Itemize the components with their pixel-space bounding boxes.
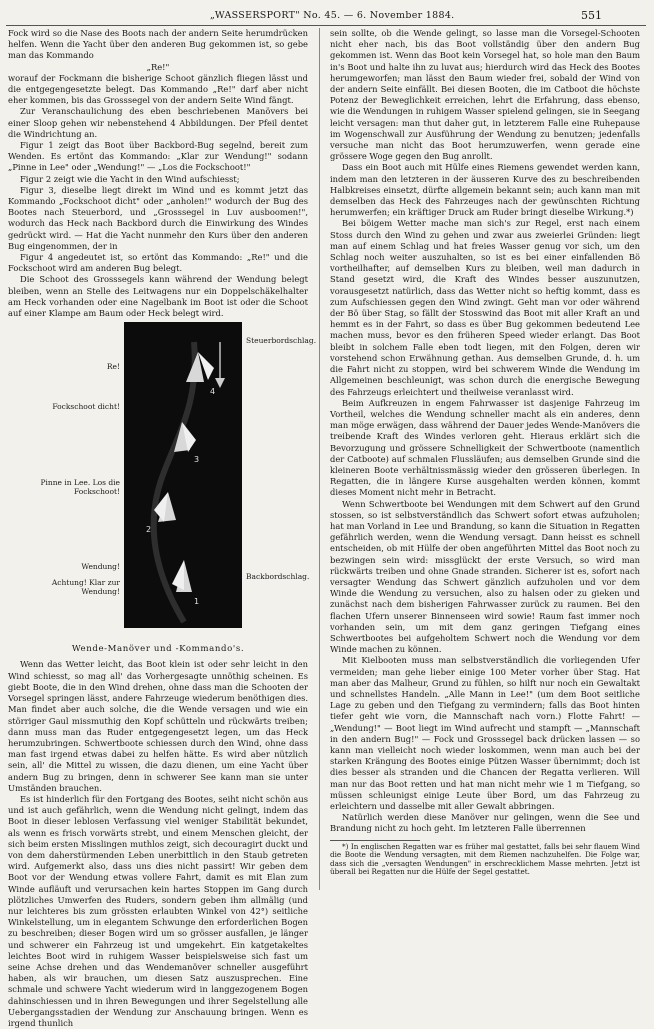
boat-number: 1 (194, 597, 200, 607)
tacking-figure (8, 322, 317, 642)
command-re: „Re!" (146, 61, 170, 72)
sailboat-diagram (124, 322, 242, 628)
boat-number: 4 (210, 387, 216, 397)
paragraph: Fock wird so die Nase des Boots nach der andern Seite herumdrücken helfen. Wenn die Yacht über den anderen Bug gekommen ist, so gebe man das Kommando (8, 28, 308, 61)
running-title: „WASSERSPORT" No. 45. — 6. November 1884. (210, 10, 455, 21)
label-pinne-in-lee: Pinne in Lee. Los die Fockschoot! (40, 478, 120, 497)
paragraph: Bei böigem Wetter mache man sich's zur Regel, erst nach einem Stoss durch den Wind zu gehen und zwar aus zweierlei Gründen: liegt man auf einem Schlag und hat freies Wasser genug vor sich, um den Schlag noch weiter auszuhalten, so ist es bei einer einfallenden Bö vortheilhafter, auf demselben Kurs zu bleiben, weil man dadurch in Stand gesetzt wird, die Kraft des Windes besser auszunutzen, vorausgesetzt natürlich, dass das Wetter nicht so heftig kommt, dass es zum Aufschiessen gegen den Wind zwingt. Geht man vor oder während der Bö über Stag, so fällt der Stosswind das Boot mit aller Kraft an und hemmt es in der Fahrt, so dass es über Bug gekommen bedeutend Lee machen muss, bevor es den früheren Speed wieder erlangt. Das Boot bleibt in solchem Falle eben todt liegen, mit den Folgen, deren wir vorstehend schon Erwähnung gethan. Aus demselben Grunde, d. h. um die Fahrt nicht zu stoppen, wird bei schwerem Winde die Wendung im Allgemeinen beschleunigt, was schon durch die energische Bewegung des Fahrzeugs erleichtert und theilweise veranlasst wird. (330, 218, 640, 397)
paragraph: sein sollte, ob die Wende gelingt, so lasse man die Vorsegel-Schooten nicht eher nach, bis das Boot vollständig über den andern Bug gekommen ist. Wenn das Boot kein Vorsegel hat, so hole man den Baum in's Boot und halte ihn zu luvat aus; hierdurch wird das Heck des Bootes herumgeworfen; man lässt den Baum wieder frei, sobald der Wind von der andern Seite einfällt. Bei diesen Booten, die im Catboot die höchste Potenz der Beweglichkeit erreichen, lehrt die Erfahrung, dass ebenso, wie die Wendungen in ruhigem Wasser spielend gelingen, sie in Seegang leicht versagen: man thut daher gut, in letzterem Falle eine Ruhepause im Wogenschwall zur Ausführung der Wendung zu benutzen; jedenfalls versuche man nicht das Boot herumzuwerfen, wenn gerade eine grössere Woge gegen den Bug anrollt. (330, 28, 640, 162)
page-number: 551 (581, 9, 602, 22)
boat-number: 3 (194, 455, 200, 465)
paragraph: Dass ein Boot auch mit Hülfe eines Riemens gewendet werden kann, indem man den letzteren in der äusseren Kurve des zu beschreibenden Halbkreises einsetzt, dürfte allgemein bekannt sein; auch kann man mit demselben das Heck des Fahrzeuges nach der gewünschten Richtung herumwerfen; ein kräftiger Druck am Ruder bringt dieselbe Wirkung.*) (330, 162, 640, 218)
paragraph: Die Schoot des Grosssegels kann während der Wendung belegt bleiben, wenn an Stelle des Leitwagens nur ein Doppelschäkelhalter am Heck vorhanden oder eine Nagelbank im Boot ist oder die Schoot auf einer Klampe am Baum oder Heck belegt wird. (8, 274, 308, 319)
paragraph: Wenn das Wetter leicht, das Boot klein ist oder sehr leicht in den Wind schiesst, so mag all' das Vorhergesagte unnöthig scheinen. Es giebt Boote, die in den Wind drehen, ohne dass man die Schooten der Vorsegel springen lässt, andere Fahrzeuge wiederum benöthigen dies. Man findet aber auch solche, die die Wende versagen und wie ein störriger Gaul missmuthig den Kopf schütteln und rückwärts treiben; dann muss man das Ruder entgegengesetzt legen, um das Heck herumzubringen. Schwertboote schiessen durch den Wind, ohne dass man fast irgend etwas dabei zu helfen hätte. Es wird aber nützlich sein, all' die Mittel zu wissen, die dazu dienen, um eine Yacht über andern Bug zu bringen, denn in schwerer See kann man sie unter Umständen brauchen. (8, 659, 308, 793)
tacking-illustration (124, 322, 242, 628)
paragraph: Figur 3, dieselbe liegt direkt im Wind und es kommt jetzt das Kommando „Fockschoot dicht" oder „anholen!" wodurch der Bug des Bootes nach Steuerbord, und „Grosssegel in Luv ausboomen!", wodurch das Heck nach Backbord durch die Einwirkung des Windes gedrückt wird. — Hat die Yacht nunmehr den Kurs über den anderen Bug eingenommen, der in (8, 184, 308, 251)
footnote-rule (330, 840, 420, 841)
paragraph: worauf der Fockmann die bisherige Schoot gänzlich fliegen lässt und die entgegengesetzte belegt. Das Kommando „Re!" darf aber nicht eher kommen, bis das Grosssegel von der andern Seite Wind fängt. (8, 72, 308, 106)
paragraph: Wenn Schwertboote bei Wendungen mit dem Schwert auf den Grund stossen, so ist selbstverständlich das Schwert sofort etwas aufzuholen; hat man Vorland in Lee und Brandung, so kann die Situation in Regatten gefährlich werden, wenn die Wendung versagt. Dann heisst es schnell entscheiden, ob mit Hülfe der oben angeführten Mittel das Boot noch zu bezwingen sein wird: missglückt der erste Versuch, so wird man rückwärts treiben und ohne Gnade stranden. Sicherer ist es, sofort nach versagter Wendung das Schwert gänzlich aufzuholen und vor dem Winde die Wendung zu versuchen, also zu halsen oder zu gieken und zunächst nach dem bisherigen Fahrwasser zurück zu raumen. Bei den flachen Ufern unserer Binnenseen wird sowie! Raum fast immer noch vorhanden sein, um mit dem ganz geringen Tiefgang eines Schwertbootes bei aufgeholtem Schwert noch die Wendung vor dem Winde machen zu können. (330, 498, 640, 655)
paragraph: Mit Kielbooten muss man selbstverständlich die vorliegenden Ufer vermeiden; man gehe lieber einige 100 Meter vorher über Stag. Hat man aber das Malheur, Grund zu fühlen, so hilft nur noch ein Gewaltakt und schnellstes Handeln. „Alle Mann in Lee!" (um dem Boot seitliche Lage zu geben und den Tiefgang zu vermindern; falls das Boot hinten tiefer geht wie vorn, die Mannschaft nach vorn.) Flotte Fahrt! — „Wendung!" — Boot liegt im Wind aufrecht und stampft — „Mannschaft in den andern Bug!" — Fock und Grosssegel back drücken lassen — so kann man vielleicht noch wieder loskommen, wenn man auch bei der starken Krängung des Bootes einige Pützen Wasser übernimmt; doch ist dies besser als stranden und die Chancen der Regatta verlieren. Will man nur das Boot retten und hat man nicht mehr wie 1 m Tiefgang, so müssen schleunigst einige Leute über Bord, um das Fahrzeug zu erleichtern und dasselbe mit aller Gewalt abbringen. (330, 655, 640, 812)
column-divider (319, 28, 320, 890)
label-achtung: Achtung! Klar zur Wendung! (51, 578, 120, 597)
right-column (330, 28, 640, 877)
label-wendung: Wendung! (81, 562, 120, 572)
left-column (8, 28, 317, 1029)
figure-caption: Wende-Manöver und -Kommando's. (71, 644, 245, 655)
label-backbordschlag: Backbordschlag. (246, 572, 310, 582)
header-rule (6, 25, 646, 26)
paragraph: Es ist hinderlich für den Fortgang des Bootes, seiht nicht schön aus und ist auch gefährlich, wenn die Wendung nicht gelingt, indem das Boot in dieser leblosen Verfassung viel weniger Stabilität bekundet, als wenn es frisch vorwärts strebt, und einem Menschen gleicht, der sich beim ersten Misslingen muthlos zeigt, sich decouragirt duckt und von dem daherstürmenden Leben unerbittlich in den Staub getreten wird. Aufgemerkt also, dass uns dies nicht passirt! Wir geben dem Boot vor der Wendung etwas vollere Fahrt, damit es mit Elan zum Winde aufläuft und verursachen kein hartes Stoppen im Gang durch plötzliches Umwerfen des Ruders, sondern geben ihm allmälig (und nur leichteres bis zum grössten erlaubten Winkel von 42°) seitliche Winkelstellung, um in elegantem Schwunge den erforderlichen Bogen zu beschreiben; dieser Bogen wird um so grösser ausfallen, je länger und schwerer ein Fahrzeug ist und umgekehrt. Ein katgetakeltes leichtes Boot wird in ruhigem Wasser beispielsweise sich fast um seine Achse drehen und das Wendemanöver schneller ausgeführt haben, als wir brauchen, um diesen Satz auszusprechen. Eine schmale und schwere Yacht wiederum wird in langgezogenem Bogen dahinschiessen und in ihren Bewegungen und ihrer Segelstellung alle Uebergangsstadien der Wendung zur Anschauung bringen. Wenn es irgend thunlich (8, 793, 308, 1028)
paragraph: Natürlich werden diese Manöver nur gelingen, wenn die See und Brandung nicht zu hoch geht. Im letzteren Falle überrennen (330, 812, 640, 834)
footnote: *) In englischen Regatten war es früher mal gestattet, falls bei sehr flauem Wind die Boote die Wendung versagten, mit dem Riemen nachzuhelfen. Die Folge war, dass sich die „versagten Wendungen" in erschrecklichem Masse mehrten. Jetzt ist überall bei Regatten nur die Hülfe der Segel gestattet. (330, 841, 640, 877)
boat-number: 2 (146, 525, 152, 535)
page-header (0, 10, 654, 26)
paragraph: Figur 1 zeigt das Boot über Backbord-Bug segelnd, bereit zum Wenden. Es ertönt das Kommando: „Klar zur Wendung!" sodann „Pinne in Lee" oder „Wendung!" — „Los die Fockschoot!" (8, 140, 308, 173)
label-re: Re! (106, 362, 120, 372)
label-fockschoot-dicht: Fockschoot dicht! (52, 402, 120, 412)
paragraph: Figur 2 zeigt wie die Yacht in den Wind aufschiesst; (20, 173, 240, 184)
paragraph: Figur 4 angedeutet ist, so ertönt das Kommando: „Re!" und die Fockschoot wird am anderen Bug belegt. (8, 252, 308, 274)
label-steuerbordschlag: Steuerbordschlag. (246, 336, 317, 346)
paragraph: Beim Aufkreuzen in engem Fahrwasser ist dasjenige Fahrzeug im Vortheil, welches die Wendung schneller macht als ein anderes, denn man möge erwägen, dass während der Dauer jedes Wende-Manövers die treibende Kraft des Windes verloren geht. Hieraus erklärt sich die Bevorzugung und grössere Schnelligkeit der Schwertboote (namentlich der Catboote) auf schmalen Flussläufen; aus demselben Grunde sind die kleineren Boote verhältnissmässig wieder den grösseren überlegen. In Regatten, die in längere Kurse ausgehalten werden können, kommt dieses Moment nicht mehr in Betracht. (330, 397, 640, 498)
paragraph: Zur Veranschaulichung des eben beschriebenen Manövers bei einer Sloop gehen wir nebenstehend 4 Abbildungen. Der Pfeil dentet die Windrichtung an. (8, 106, 308, 139)
